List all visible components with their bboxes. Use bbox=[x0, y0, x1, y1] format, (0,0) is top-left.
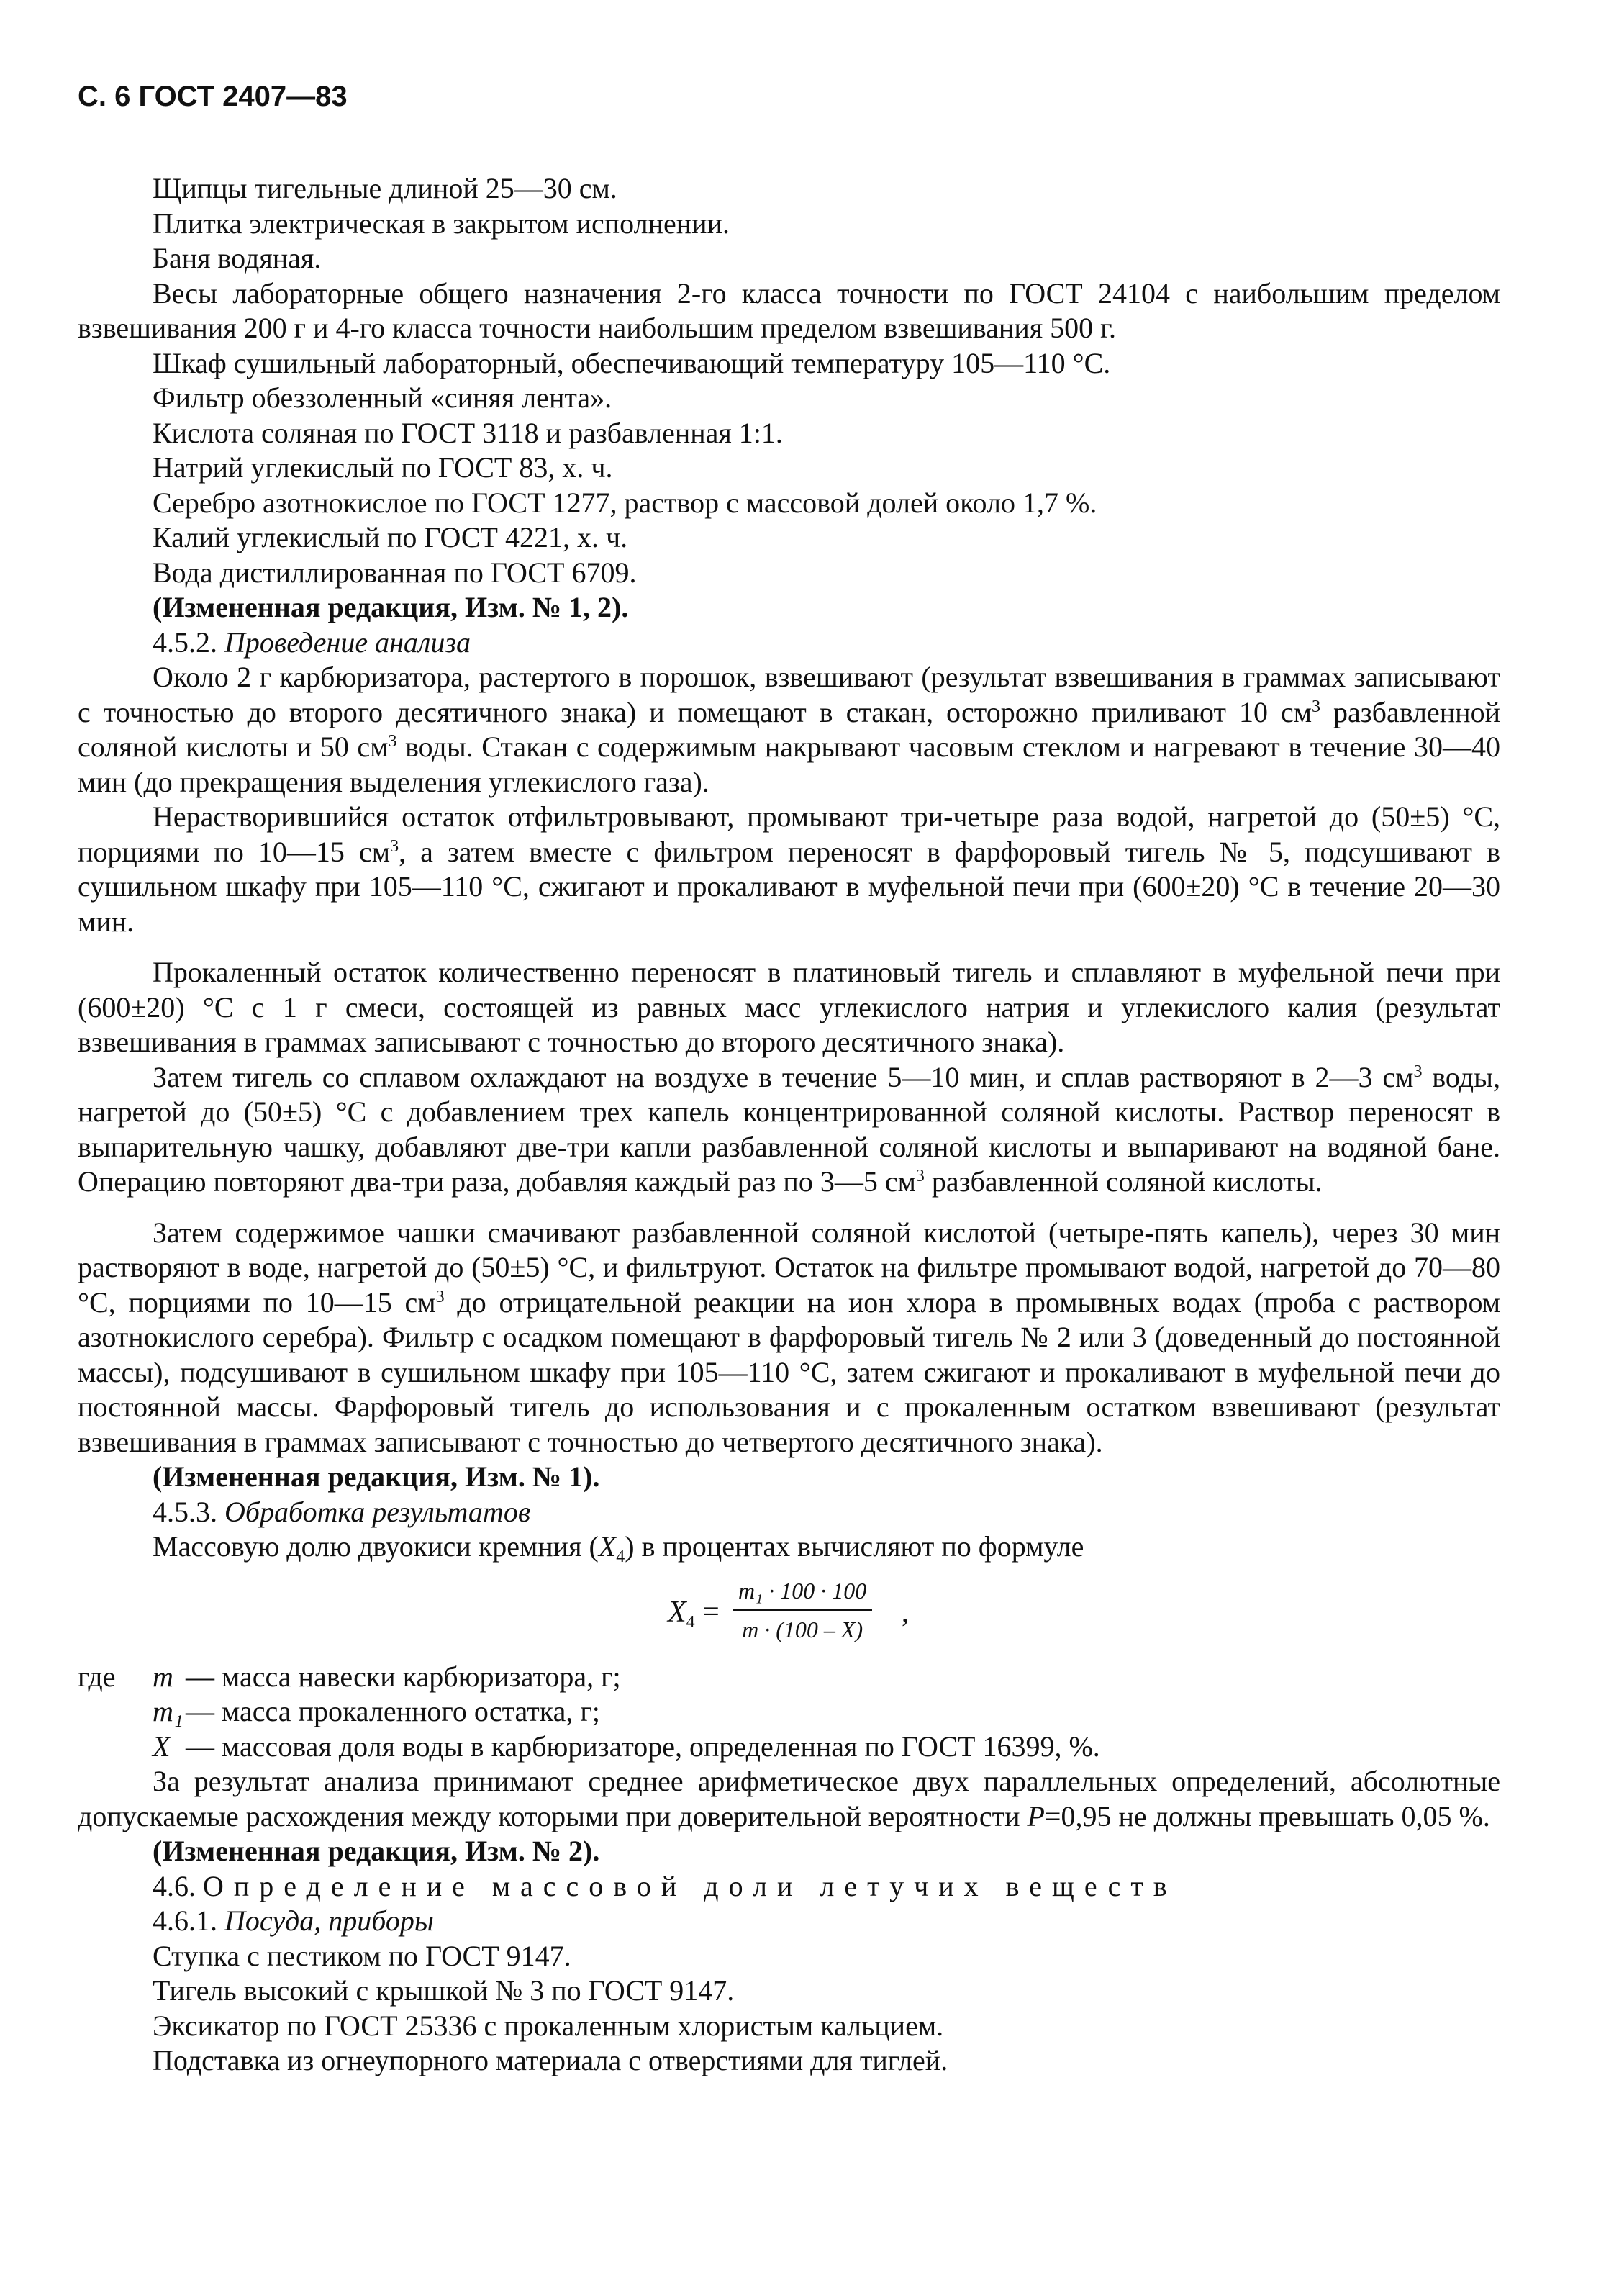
formula-denominator: m · (100 – X) bbox=[742, 1617, 863, 1642]
list-item: Весы лабораторные общего назначения 2-го класса точности по ГОСТ 24104 с наибольшим пределом взвешивания 200 г и 4-го класса точности наибольшим пределом взвешивания 500 г. bbox=[78, 276, 1500, 344]
list-item: Шкаф сушильный лабораторный, обеспечивающий температуру 105—110 °С. bbox=[153, 346, 1111, 379]
list-item: Вода дистиллированная по ГОСТ 6709. bbox=[153, 556, 637, 589]
variable-description: — масса прокаленного остатка, г; bbox=[186, 1695, 600, 1727]
section-heading-4-6-1: 4.6.1. Посуда, приборы bbox=[153, 1904, 434, 1937]
paragraph: Нерастворившийся остаток отфильтровывают, промывают три-четыре раза водой, нагретой до (50±5) °С, порциями по 10—15 $см^3$, а затем вместе с фильтром переносят в фарфоровый тигель № 5, подсушивают в сушильном шкафу при 105—110 °С, сжигают и прокаливают в муфельной печи при (600±20) °С в течение 20—30 мин. bbox=[78, 800, 1500, 938]
list-item bbox=[78, 1730, 1500, 1765]
section-heading-4-5-3: 4.5.3. Обработка результатов bbox=[153, 1495, 531, 1528]
formula bbox=[78, 1569, 1500, 1655]
formula-comma: , bbox=[902, 1595, 909, 1628]
list-item: Натрий углекислый по ГОСТ 83, х. ч. bbox=[153, 451, 613, 484]
formula-numerator: m₁ · 100 · 100 bbox=[733, 1573, 872, 1612]
variable-symbol: m bbox=[153, 1660, 173, 1693]
list-item: Калий углекислый по ГОСТ 4221, х. ч. bbox=[153, 521, 628, 553]
list-item: Тигель высокий с крышкой № 3 по ГОСТ 9147. bbox=[153, 1974, 735, 2007]
list-item: Баня водяная. bbox=[153, 242, 322, 274]
paragraph: Массовую долю двуокиси кремния $(X_4)$ в процентах вычисляют по формуле bbox=[153, 1530, 1084, 1566]
list-item bbox=[78, 1660, 1500, 1695]
list-item: Фильтр обеззоленный «синяя лента». bbox=[153, 381, 612, 414]
equipment-list-2 bbox=[78, 1939, 1500, 2079]
list-item: Серебро азотнокислое по ГОСТ 1277, раствор с массовой долей около 1,7 %. bbox=[153, 486, 1097, 519]
variable-description: — массовая доля воды в карбюризаторе, определенная по ГОСТ 16399, %. bbox=[186, 1730, 1100, 1763]
list-item: Щипцы тигельные длиной 25—30 см. bbox=[153, 172, 617, 204]
paragraph: Около 2 г карбюризатора, растертого в порошок, взвешивают (результат взвешивания в граммах записывают с точностью до второго десятичного знака) и помещают в стакан, осторожно приливают 10 $см^3$ разбавленной соляной кислоты и 50 $см^3$ воды. Стакан с содержимым накрывают часовым стеклом и нагревают в течение 30—40 мин (до прекращения выделения углекислого газа). bbox=[78, 661, 1500, 798]
edition-note: (Измененная редакция, Изм. № 2). bbox=[153, 1835, 600, 1867]
edition-note: (Измененная редакция, Изм. № 1, 2). bbox=[153, 591, 629, 623]
paragraph: Прокаленный остаток количественно переносят в платиновый тигель и сплавляют в муфельной печи при (600±20) °С с 1 г смеси, состоящей из равных масс углекислого натрия и углекислого калия (результат взвешивания в граммах записывают с точностью до второго десятичного знака). bbox=[78, 956, 1500, 1058]
formula-fraction bbox=[733, 1573, 872, 1648]
list-item: Плитка электрическая в закрытом исполнении. bbox=[153, 207, 730, 240]
paragraph: Затем тигель со сплавом охлаждают на воздухе в течение 5—10 мин, и сплав растворяют в 2—3 $см^3$ воды, нагретой до (50±5) °С с добавлением трех капель концентрированной соляной кислоты. Раствор переносят в выпарительную чашку, добавляют две-три капли разбавленной соляной кислоты и выпаривают на водяной бане. Операцию повторяют два-три раза, добавляя каждый раз по 3—5 $см^3$ разбавленной соляной кислоты. bbox=[78, 1060, 1500, 1198]
list-item bbox=[78, 1694, 1500, 1730]
edition-note: (Измененная редакция, Изм. № 1). bbox=[153, 1460, 600, 1493]
variable-symbol: X bbox=[153, 1730, 171, 1763]
list-item: Подставка из огнеупорного материала с отверстиями для тиглей. bbox=[153, 2044, 948, 2076]
paragraph: Затем содержимое чашки смачивают разбавленной соляной кислотой (четыре-пять капель), через 30 мин растворяют в воде, нагретой до (50±5) °С, и фильтруют. Остаток на фильтре промывают водой, нагретой до 70—80 °С, порциями по 10—15 $см^3$ до отрицательной реакции на ион хлора в промывных водах (проба с раствором азотнокислого серебра). Фильтр с осадком помещают в фарфоровый тигель № 2 или 3 (доведенный до постоянной массы), подсушивают в сушильном шкафу при 105—110 °С, затем сжигают и прокаливают в муфельной печи до постоянной массы. Фарфоровый тигель до использования и с прокаленным остатком взвешивают (результат взвешивания в граммах записывают с точностью до четвертого десятичного знака). bbox=[78, 1216, 1500, 1458]
list-item: Эксикатор по ГОСТ 25336 с прокаленным хлористым кальцием. bbox=[153, 2009, 944, 2042]
equipment-list bbox=[78, 171, 1500, 590]
variable-description: — масса навески карбюризатора, г; bbox=[186, 1660, 621, 1693]
variable-symbol: m₁ bbox=[153, 1695, 183, 1727]
where-label: где bbox=[78, 1660, 116, 1693]
page-header: С. 6 ГОСТ 2407—83 bbox=[78, 81, 348, 112]
formula-lhs: $X_4$ = bbox=[668, 1595, 720, 1632]
list-item: Кислота соляная по ГОСТ 3118 и разбавленная 1:1. bbox=[153, 416, 783, 449]
variable-definitions bbox=[78, 1660, 1500, 1765]
list-item: Ступка с пестиком по ГОСТ 9147. bbox=[153, 1939, 571, 1972]
paragraph: За результат анализа принимают среднее арифметическое двух параллельных определений, абсолютные допускаемые расхождения между которыми при доверительной вероятности P=0,95 не должны превышать 0,05 %. bbox=[78, 1765, 1500, 1832]
section-heading-4-6: 4.6. Определение массовой доли летучих веществ bbox=[153, 1869, 1177, 1902]
section-heading-4-5-2: 4.5.2. Проведение анализа bbox=[153, 625, 471, 659]
